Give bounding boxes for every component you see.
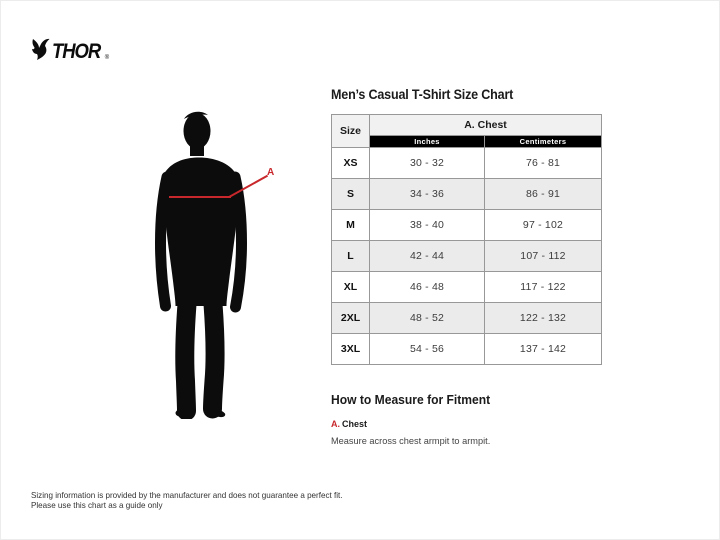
goat-head-icon bbox=[30, 38, 50, 64]
how-to-measure-heading: How to Measure for Fitment bbox=[331, 392, 491, 407]
size-row-2xl bbox=[332, 303, 602, 334]
inches-value: 42 - 44 bbox=[370, 241, 485, 272]
size-label: 2XL bbox=[332, 303, 370, 334]
measurement-figure bbox=[149, 111, 284, 426]
chest-column-header: A. Chest bbox=[370, 115, 602, 136]
measure-item-chest bbox=[331, 414, 495, 447]
centimeters-value: 117 - 122 bbox=[485, 272, 602, 303]
centimeters-value: 107 - 112 bbox=[485, 241, 602, 272]
inches-value: 54 - 56 bbox=[370, 334, 485, 365]
registered-trademark-symbol: ® bbox=[104, 55, 110, 61]
chest-measurement-line bbox=[169, 196, 231, 198]
centimeters-value: 137 - 142 bbox=[485, 334, 602, 365]
measure-item-description: Measure across chest armpit to armpit. bbox=[331, 435, 491, 447]
centimeters-value: 97 - 102 bbox=[485, 210, 602, 241]
disclaimer-line-2: Please use this chart as a guide only bbox=[31, 500, 163, 510]
thor-logo bbox=[30, 38, 109, 64]
centimeters-unit-header: Centimeters bbox=[485, 136, 602, 148]
size-row-l bbox=[332, 241, 602, 272]
size-column-header: Size bbox=[332, 115, 370, 148]
inches-value: 34 - 36 bbox=[370, 179, 485, 210]
measure-item-key: A. bbox=[331, 419, 340, 429]
sizing-disclaimer bbox=[31, 490, 343, 510]
size-row-xl bbox=[332, 272, 602, 303]
size-label: XS bbox=[332, 148, 370, 179]
size-row-m bbox=[332, 210, 602, 241]
size-label: M bbox=[332, 210, 370, 241]
centimeters-value: 76 - 81 bbox=[485, 148, 602, 179]
chart-title: Men’s Casual T-Shirt Size Chart bbox=[331, 87, 514, 102]
size-row-xs bbox=[332, 148, 602, 179]
disclaimer-line-1: Sizing information is provided by the manufacturer and does not guarantee a perfect fit. bbox=[31, 490, 343, 500]
male-silhouette bbox=[149, 111, 253, 419]
size-label: XL bbox=[332, 272, 370, 303]
inches-value: 48 - 52 bbox=[370, 303, 485, 334]
centimeters-value: 122 - 132 bbox=[485, 303, 602, 334]
size-label: L bbox=[332, 241, 370, 272]
inches-value: 38 - 40 bbox=[370, 210, 485, 241]
size-row-3xl bbox=[332, 334, 602, 365]
size-label: S bbox=[332, 179, 370, 210]
measure-item-name: Chest bbox=[342, 419, 368, 429]
measurement-label-a: A bbox=[267, 167, 275, 178]
inches-value: 46 - 48 bbox=[370, 272, 485, 303]
size-row-s bbox=[332, 179, 602, 210]
inches-unit-header: Inches bbox=[370, 136, 485, 148]
centimeters-value: 86 - 91 bbox=[485, 179, 602, 210]
size-table bbox=[331, 114, 602, 365]
size-label: 3XL bbox=[332, 334, 370, 365]
inches-value: 30 - 32 bbox=[370, 148, 485, 179]
thor-logo-text: THOR bbox=[52, 39, 101, 63]
